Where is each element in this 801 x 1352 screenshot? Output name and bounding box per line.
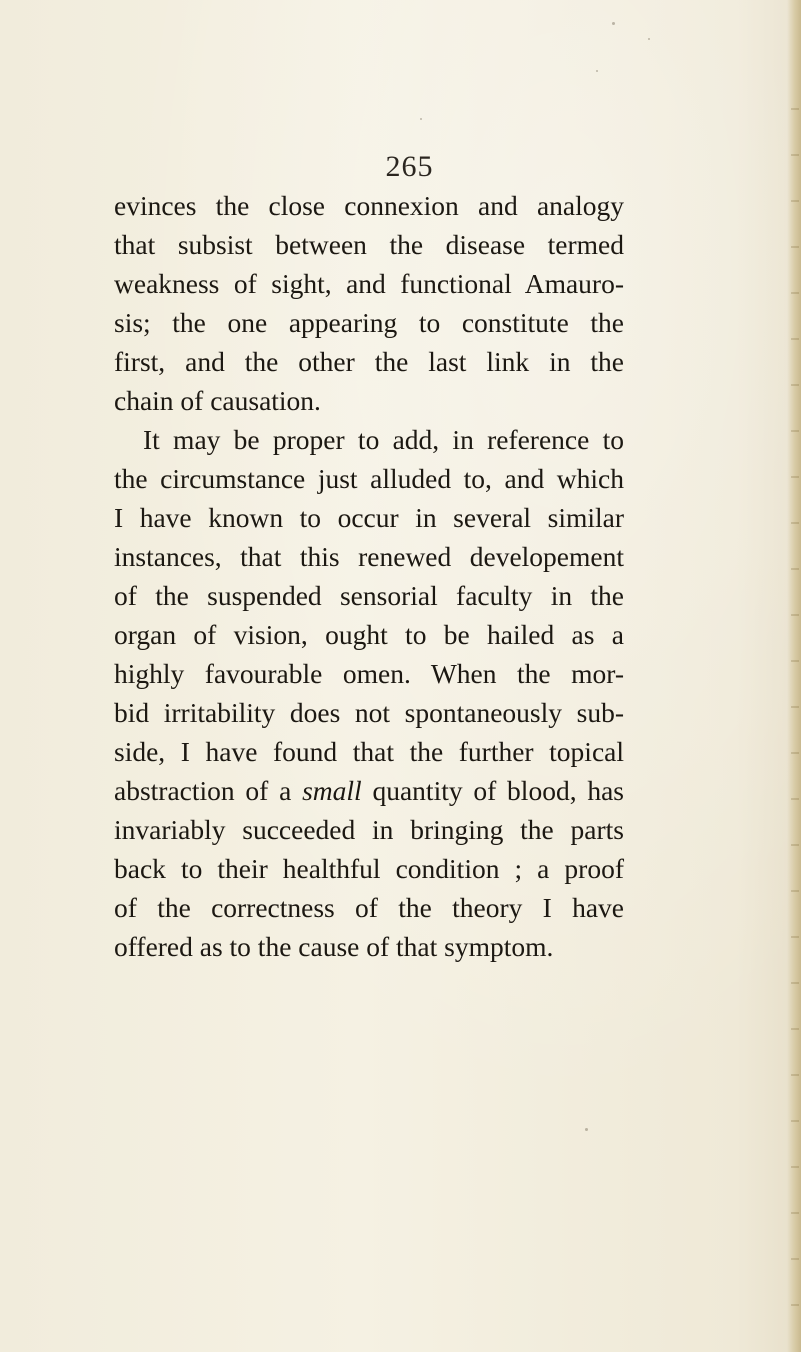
- text-line: evinces the close connexion and analogy: [114, 190, 624, 221]
- text-line: instances, that this renewed developement: [114, 541, 624, 572]
- text-line: invariably succeeded in bringing the parts: [114, 814, 624, 845]
- body-text: [114, 186, 624, 966]
- text-line: I have known to occur in several similar: [114, 502, 624, 533]
- text-line: that subsist between the disease termed: [114, 229, 624, 260]
- paper-speck: [596, 70, 598, 72]
- text-line: side, I have found that the further topical: [114, 736, 624, 767]
- page-edge-marks: [791, 90, 799, 1350]
- text-line: highly favourable omen. When the mor-: [114, 658, 624, 689]
- paragraph-first-line: It may be proper to add, in reference to: [143, 424, 624, 455]
- text-line: weakness of sight, and functional Amauro-: [114, 268, 624, 299]
- text-line: first, and the other the last link in the: [114, 346, 624, 377]
- text-line: the circumstance just alluded to, and which: [114, 463, 624, 494]
- text-line: chain of causation.: [114, 385, 321, 416]
- paper-speck: [648, 38, 650, 40]
- text-line: back to their healthful condition ; a proof: [114, 853, 624, 884]
- paper-speck: [585, 1128, 588, 1131]
- paper-speck: [612, 22, 615, 25]
- text-line: sis; the one appearing to constitute the: [114, 307, 624, 338]
- paper-speck: [420, 118, 422, 120]
- text-line-with-italic: [114, 771, 624, 810]
- text-segment: quantity of blood, has: [372, 775, 625, 806]
- text-line: organ of vision, ought to be hailed as a: [114, 619, 624, 650]
- text-line: of the suspended sensorial faculty in the: [114, 580, 624, 611]
- text-line: bid irritability does not spontaneously sub-: [114, 697, 624, 728]
- text-line: of the correctness of the theory I have: [114, 892, 624, 923]
- text-segment: abstraction of a: [114, 775, 292, 806]
- italic-word: small: [302, 775, 362, 806]
- page-number: 265: [385, 150, 434, 183]
- text-line: offered as to the cause of that symptom.: [114, 931, 554, 962]
